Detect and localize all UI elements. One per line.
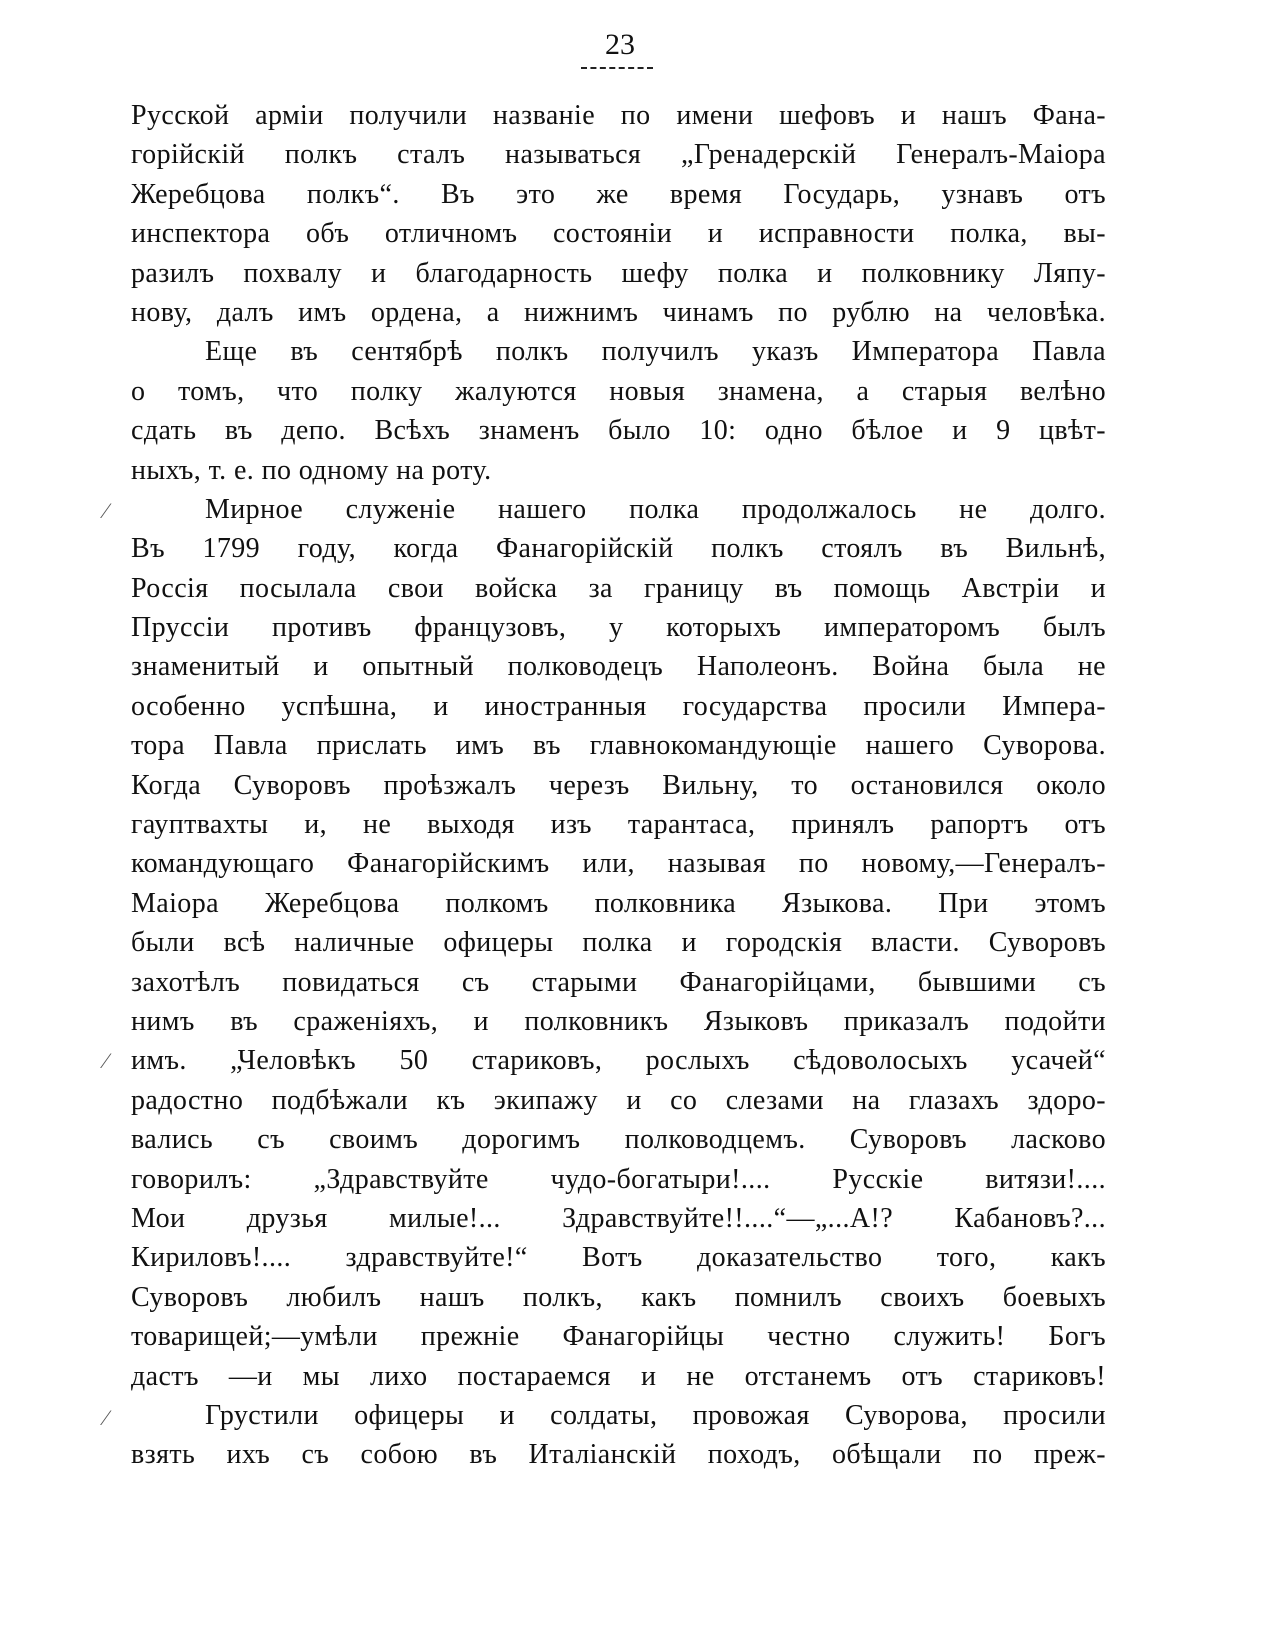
text-line: Россія посылала свои войска за границу въ помощь Австріи и — [131, 572, 1106, 604]
text-line: Маіора Жеребцова полкомъ полковника Языкова. При этомъ — [131, 887, 1106, 919]
text-line: были всѣ наличные офицеры полка и городскія власти. Суворовъ — [131, 927, 1106, 959]
text-line: захотѣлъ повидаться съ старыми Фанагорійцами, бывшими съ — [131, 966, 1106, 998]
text-line: сдать въ депо. Всѣхъ знаменъ было 10: одно бѣлое и 9 цвѣт- — [131, 415, 1106, 447]
text-line: командующаго Фанагорійскимъ или, называя по новому,—Генералъ- — [131, 848, 1106, 880]
pencil-mark-icon: ⁄ — [104, 1405, 108, 1430]
text-line: Русской арміи получили названіе по имени шефовъ и нашъ Фана- — [131, 100, 1106, 131]
text-line: нимъ въ сраженіяхъ, и полковникъ Языковъ приказалъ подойти — [131, 1005, 1106, 1037]
text-line: инспектора объ отличномъ состояніи и исправности полка, вы- — [131, 218, 1106, 250]
text-line: Мои друзья милые!... Здравствуйте!!....“—„...А!? Кабановъ?... — [131, 1202, 1106, 1234]
text-line: особенно успѣшна, и иностранныя государства просили Импера- — [131, 690, 1106, 722]
text-line: Грустили офицеры и солдаты, провожая Суворова, просили — [205, 1399, 1106, 1431]
text-line: тора Павла прислать имъ въ главнокомандующіе нашего Суворова. — [131, 730, 1106, 762]
text-line: разилъ похвалу и благодарность шефу полка и полковнику Ляпу- — [131, 257, 1106, 289]
text-line: имъ. „Человѣкъ 50 стариковъ, рослыхъ сѣдоволосыхъ усачей“ — [131, 1045, 1106, 1077]
text-line: Еще въ сентябрѣ полкъ получилъ указъ Императора Павла — [205, 336, 1106, 368]
pencil-mark-icon: ⁄ — [104, 1048, 108, 1073]
page-number-rule — [581, 67, 653, 69]
text-line: Пруссіи противъ французовъ, у которыхъ императоромъ былъ — [131, 612, 1106, 644]
text-line: дастъ —и мы лихо постараемся и не отстанемъ отъ стариковъ! — [131, 1360, 1106, 1392]
text-line: Мирное служеніе нашего полка продолжалось не долго. — [205, 493, 1106, 525]
text-line: радостно подбѣжали къ экипажу и со слезами на глазахъ здоро- — [131, 1084, 1106, 1116]
page-number: 23 — [605, 28, 635, 61]
text-line: нову, далъ имъ ордена, а нижнимъ чинамъ по рублю на человѣка. — [131, 296, 1106, 328]
text-line: Когда Суворовъ проѣзжалъ черезъ Вильну, то остановился около — [131, 769, 1106, 801]
text-line: взять ихъ съ собою въ Италіанскій походъ, обѣщали по преж- — [131, 1439, 1106, 1471]
text-line: знаменитый и опытный полководецъ Наполеонъ. Война была не — [131, 651, 1106, 683]
pencil-mark-icon: ⁄ — [104, 498, 108, 523]
text-line: Суворовъ любилъ нашъ полкъ, какъ помнилъ своихъ боевыхъ — [131, 1281, 1106, 1313]
body-text — [131, 96, 1106, 1475]
text-line: гауптвахты и, не выходя изъ тарантаса, принялъ рапортъ отъ — [131, 809, 1106, 841]
text-line: вались съ своимъ дорогимъ полководцемъ. Суворовъ ласково — [131, 1124, 1106, 1156]
text-line: Жеребцова полкъ“. Въ это же время Государь, узнавъ отъ — [131, 178, 1106, 210]
text-line: горійскій полкъ сталъ называться „Гренадерскій Генералъ-Маіора — [131, 139, 1106, 171]
text-line: товарищей;—умѣли прежніе Фанагорійцы честно служить! Богъ — [131, 1321, 1106, 1353]
text-line: Кириловъ!.... здравствуйте!“ Вотъ доказательство того, какъ — [131, 1242, 1106, 1274]
text-line: ныхъ, т. е. по одному на роту. — [131, 454, 492, 486]
text-line: о томъ, что полку жалуются новыя знамена, а старыя велѣно — [131, 375, 1106, 407]
text-line: говорилъ: „Здравствуйте чудо-богатыри!.... Русскіе витязи!.... — [131, 1163, 1106, 1195]
text-line: Въ 1799 году, когда Фанагорійскій полкъ стоялъ въ Вильнѣ, — [131, 533, 1106, 565]
